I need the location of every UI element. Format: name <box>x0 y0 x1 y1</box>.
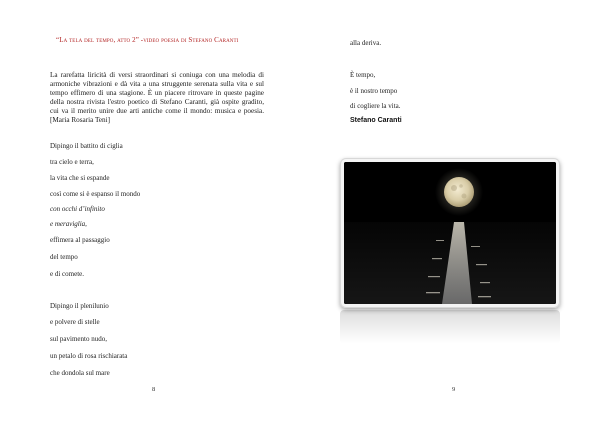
verse-line: Dipingo il plenilunio <box>50 302 109 310</box>
article-title: “La tela del tempo, atto 2” -video poesia di Stefano Caranti <box>56 36 239 44</box>
photo-reflection <box>340 310 560 344</box>
moon-photo-icon <box>344 162 556 304</box>
verse-line: così come si è espanso il mondo <box>50 190 141 198</box>
page-number: 8 <box>152 386 156 393</box>
right-page <box>300 0 600 424</box>
verse-line: sul pavimento nudo, <box>50 335 107 343</box>
verse-line: un petalo di rosa rischiarata <box>50 352 128 360</box>
verse-line: alla deriva. <box>350 39 382 47</box>
page-number: 9 <box>452 386 456 393</box>
verse-line: tra cielo e terra, <box>50 158 94 166</box>
verse-line: con occhi d’infinito <box>50 205 105 213</box>
author-signature: Stefano Caranti <box>350 117 402 124</box>
verse-line: la vita che si espande <box>50 174 110 182</box>
verse-line: e meraviglia, <box>50 220 87 228</box>
verse-line: È tempo, <box>350 71 376 79</box>
verse-line: è il nostro tempo <box>350 87 398 95</box>
verse-line: che dondola sul mare <box>50 369 110 377</box>
verse-line: e di comete. <box>50 270 85 278</box>
full-moon-over-sea-photo <box>344 162 556 304</box>
intro-paragraph: La rarefatta liricità di versi straordinari si coniuga con una melodia di armoniche vibrazioni e dà vita a una struggente serenata sulla vita e sul tempo effimero di una stagione. È un piacere ritrovare in queste pagine della nostra rivista l'estro poetico di Stefano Caranti, già ospite gradito, cui va il merito unire due arti antiche come il mondo: musica e poesia. [Maria Rosaria Teni] <box>50 71 264 124</box>
verse-line: del tempo <box>50 253 78 261</box>
verse-line: di cogliere la vita. <box>350 102 401 110</box>
verse-line: effimera al passaggio <box>50 236 110 244</box>
verse-line: e polvere di stelle <box>50 318 100 326</box>
verse-line: Dipingo il battito di ciglia <box>50 142 123 150</box>
